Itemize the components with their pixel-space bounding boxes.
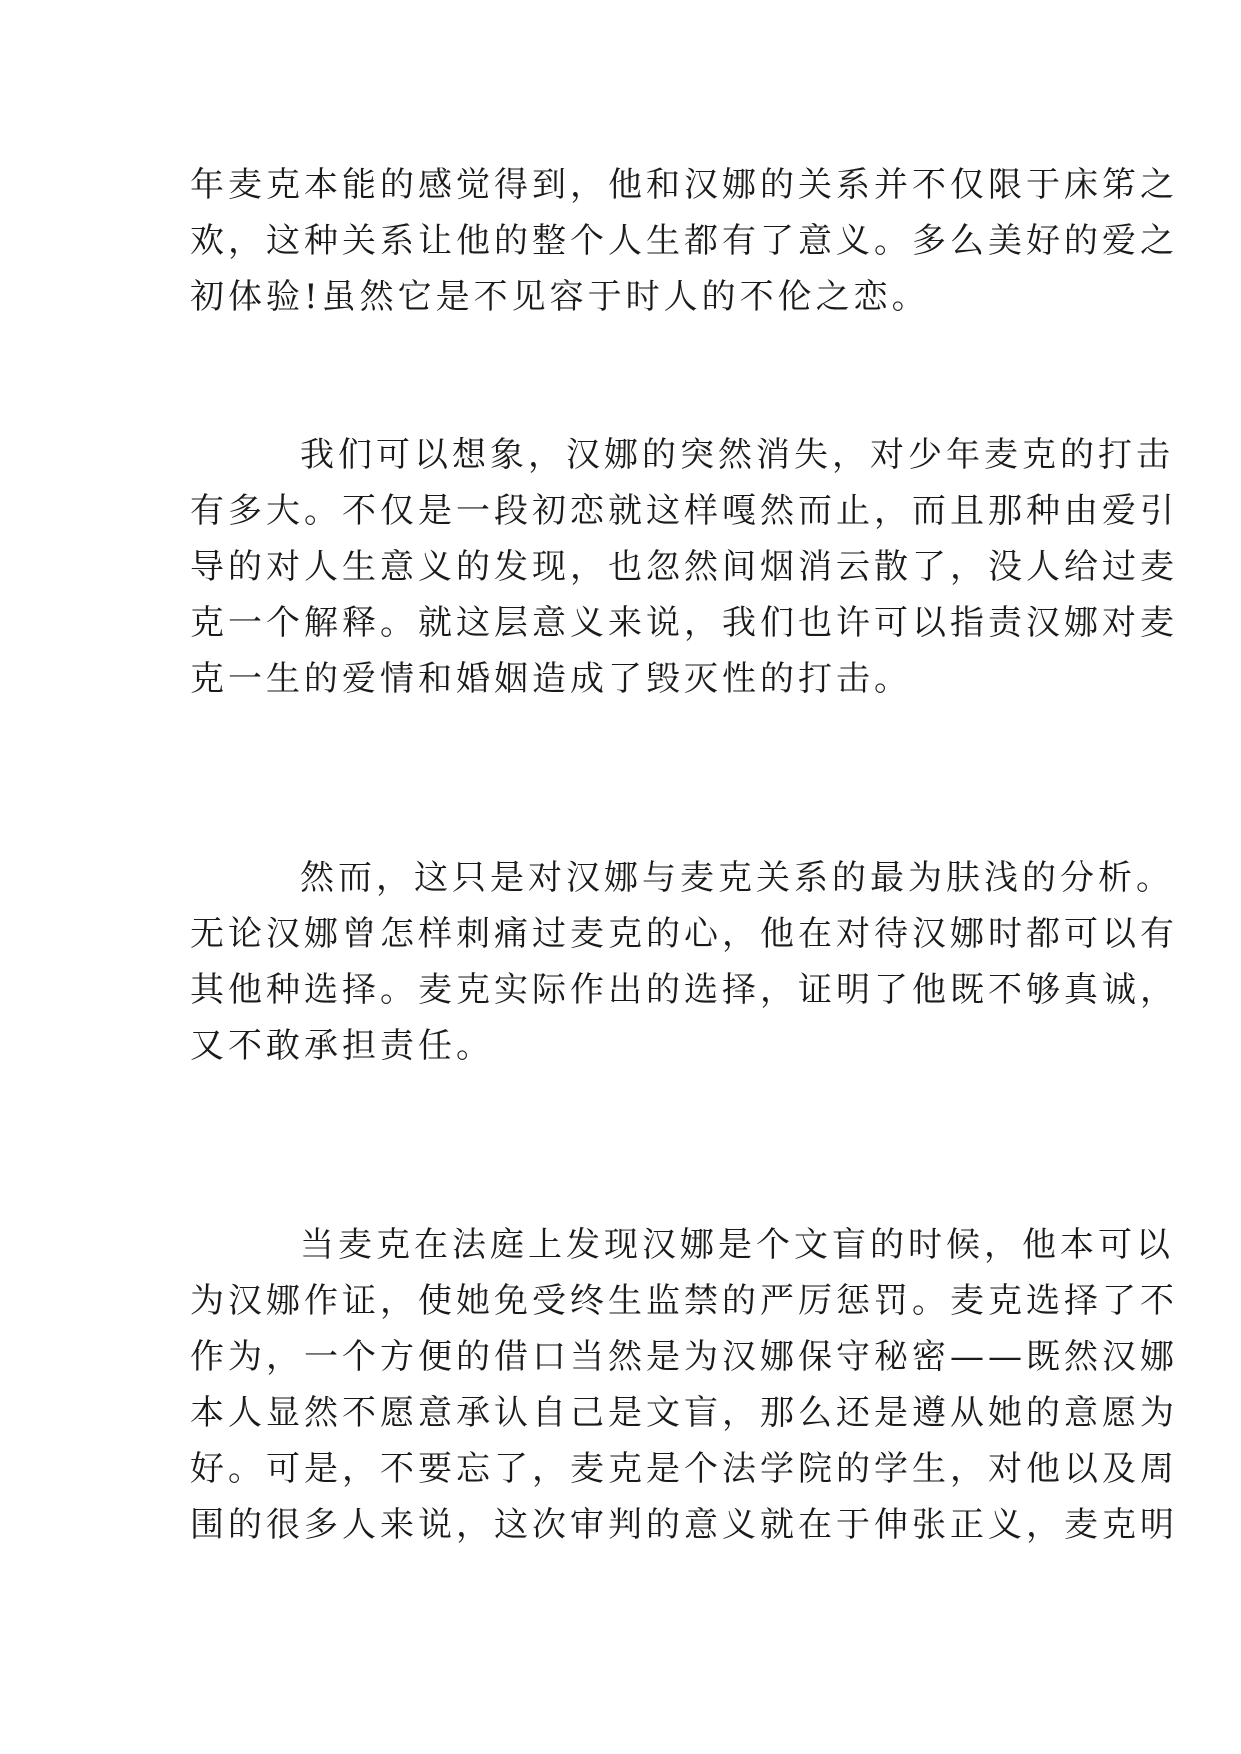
paragraph-4-line-4: 本人显然不愿意承认自己是文盲，那么还是遵从她的意愿为 [190, 1393, 1178, 1433]
paragraph-3-line-2: 无论汉娜曾怎样刺痛过麦克的心，他在对待汉娜时都可以有 [190, 914, 1178, 954]
paragraph-2-line-3: 导的对人生意义的发现，也忽然间烟消云散了，没人给过麦 [190, 547, 1178, 587]
paragraph-3-line-4: 又不敢承担责任。 [190, 1026, 494, 1066]
paragraph-2-line-5: 克一生的爱情和婚姻造成了毁灭性的打击。 [190, 659, 912, 699]
paragraph-1-line-1: 年麦克本能的感觉得到，他和汉娜的关系并不仅限于床笫之 [190, 165, 1178, 205]
paragraph-4-line-3: 作为，一个方便的借口当然是为汉娜保守秘密——既然汉娜 [190, 1337, 1178, 1377]
paragraph-2-line-4: 克一个解释。就这层意义来说，我们也许可以指责汉娜对麦 [190, 603, 1178, 643]
paragraph-2-line-2: 有多大。不仅是一段初恋就这样嘎然而止，而且那种由爱引 [190, 491, 1178, 531]
paragraph-1-line-2: 欢，这种关系让他的整个人生都有了意义。多么美好的爱之 [190, 221, 1178, 261]
paragraph-4-line-5: 好。可是，不要忘了，麦克是个法学院的学生，对他以及周 [190, 1449, 1178, 1489]
paragraph-4-line-1: 当麦克在法庭上发现汉娜是个文盲的时候，他本可以 [300, 1225, 1174, 1265]
paragraph-4-line-6: 围的很多人来说，这次审判的意义就在于伸张正义，麦克明 [190, 1505, 1178, 1545]
paragraph-3-line-3: 其他种选择。麦克实际作出的选择，证明了他既不够真诚， [190, 970, 1178, 1010]
paragraph-3-line-1: 然而，这只是对汉娜与麦克关系的最为肤浅的分析。 [300, 858, 1174, 898]
paragraph-4-line-2: 为汉娜作证，使她免受终生监禁的严厉惩罚。麦克选择了不 [190, 1281, 1178, 1321]
paragraph-1-line-3: 初体验!虽然它是不见容于时人的不伦之恋。 [190, 277, 930, 317]
paragraph-2-line-1: 我们可以想象，汉娜的突然消失，对少年麦克的打击 [300, 435, 1174, 475]
